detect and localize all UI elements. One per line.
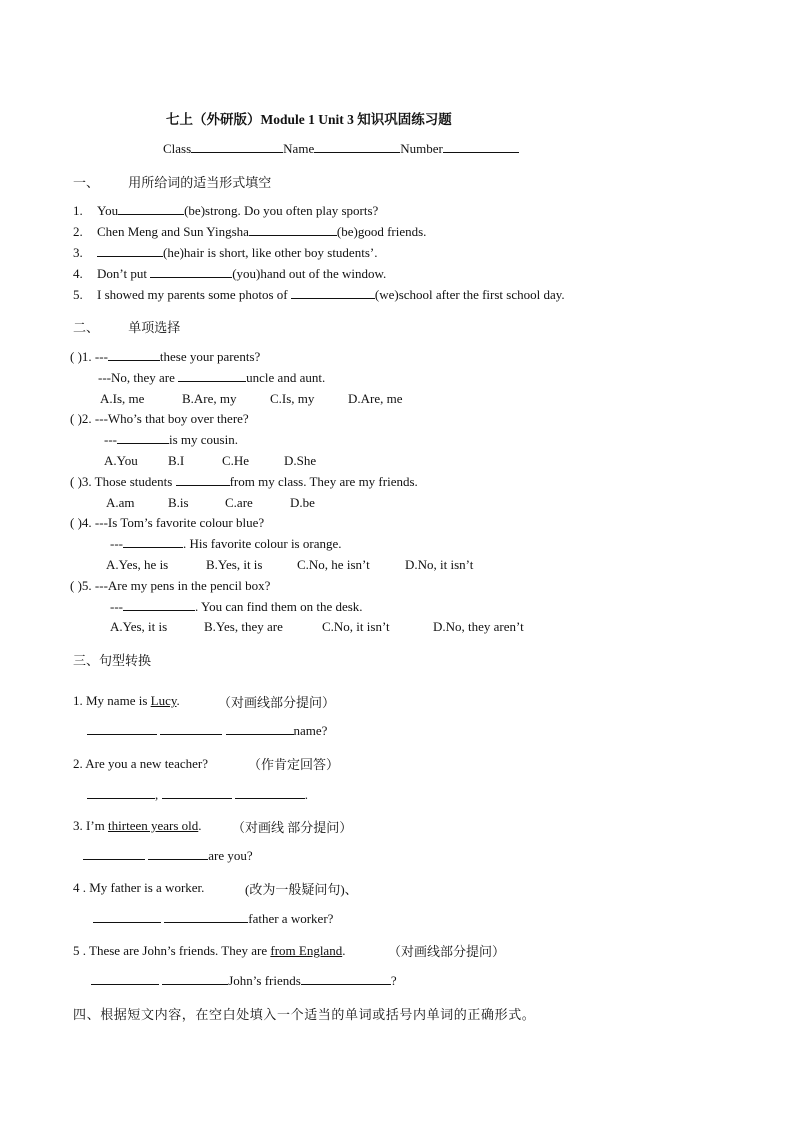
answer-blank[interactable]: [226, 723, 294, 735]
answer-paren[interactable]: ( ): [70, 515, 82, 530]
item-text: 1. My name is: [73, 693, 151, 708]
section2-number: 二、: [73, 320, 100, 335]
name-label: Name: [283, 141, 315, 156]
answer-paren[interactable]: ( ): [70, 578, 82, 593]
option-d[interactable]: D.No, they aren’t: [433, 619, 524, 634]
s3-answer-3: [83, 848, 253, 864]
s3-item-1: [73, 693, 180, 709]
answer-blank[interactable]: [160, 723, 222, 735]
answer-text: John’s friends: [228, 973, 301, 988]
answer-blank[interactable]: [118, 203, 184, 215]
section1-title: 用所给词的适当形式填空: [128, 175, 272, 190]
answer-blank[interactable]: [150, 266, 232, 278]
class-blank[interactable]: [191, 141, 283, 153]
question-text: is my cousin.: [169, 432, 238, 447]
answer-paren[interactable]: ( ): [70, 411, 82, 426]
item-text: (we)school after the first school day.: [374, 287, 565, 302]
underlined-text: thirteen years old: [108, 818, 199, 833]
question-text: 5. ---Are my pens in the pencil box?: [81, 578, 271, 593]
item-text: (be)good friends.: [336, 224, 427, 239]
item-text: (he)hair is short, like other boy students’.: [163, 245, 378, 260]
answer-blank[interactable]: [301, 973, 391, 985]
s3-instruction-4: (改为一般疑问句)、: [245, 882, 358, 897]
answer-paren[interactable]: ( ): [70, 349, 82, 364]
section3-heading: 三、句型转换: [73, 653, 152, 668]
answer-blank[interactable]: [178, 370, 246, 382]
option-d[interactable]: D.She: [284, 453, 317, 468]
answer-blank[interactable]: [162, 787, 232, 799]
option-c[interactable]: C.No, it isn’t: [322, 619, 390, 634]
item-text: You: [97, 203, 119, 218]
item-text: (be)strong. Do you often play sports?: [184, 203, 379, 218]
option-d[interactable]: D.be: [290, 495, 315, 510]
mc-question-5: [70, 578, 270, 594]
answer-blank[interactable]: [291, 287, 375, 299]
answer-blank[interactable]: [83, 848, 145, 860]
option-a[interactable]: A.Yes, he is: [106, 557, 169, 572]
class-label: Class: [163, 141, 192, 156]
answer-blank[interactable]: [87, 723, 157, 735]
s1-item-1: [73, 203, 378, 219]
question-text: these your parents?: [159, 349, 261, 364]
answer-blank[interactable]: [123, 536, 183, 548]
s3-answer-1: [87, 723, 327, 739]
answer-blank[interactable]: [249, 224, 337, 236]
item-number: 2.: [73, 224, 83, 239]
s3-item-5: [73, 943, 345, 959]
answer-text: ?: [390, 973, 397, 988]
s3-item-2: [73, 756, 208, 772]
mc-question-1: [70, 349, 260, 365]
section2-title: 单项选择: [128, 320, 181, 335]
answer-blank[interactable]: [93, 911, 161, 923]
answer-blank[interactable]: [91, 973, 159, 985]
answer-blank[interactable]: [235, 787, 305, 799]
option-a[interactable]: A.Is, me: [100, 391, 145, 406]
answer-text: .: [304, 787, 308, 802]
section1-number: 一、: [73, 175, 100, 190]
item-text: .: [198, 818, 202, 833]
item-number: 3.: [73, 245, 83, 260]
question-text: ---: [110, 536, 123, 551]
question-text: . You can find them on the desk.: [195, 599, 363, 614]
answer-blank[interactable]: [148, 848, 208, 860]
s3-answer-4: [93, 911, 333, 927]
question-text: ---No, they are: [98, 370, 179, 385]
option-b[interactable]: B.I: [168, 453, 185, 468]
s3-instruction-2: （作肯定回答）: [248, 757, 340, 772]
option-c[interactable]: C.are: [225, 495, 253, 510]
s3-item-4: [73, 880, 204, 896]
s3-item-3: [73, 818, 202, 834]
mc-question-4: [70, 515, 264, 531]
answer-blank[interactable]: [87, 787, 155, 799]
answer-blank[interactable]: [176, 474, 230, 486]
question-text: uncle and aunt.: [246, 370, 326, 385]
option-a[interactable]: A.You: [104, 453, 138, 468]
item-number: 1.: [73, 203, 83, 218]
answer-blank[interactable]: [164, 911, 248, 923]
question-text: 2. ---Who’s that boy over there?: [81, 411, 249, 426]
question-text: ---: [104, 432, 117, 447]
mc-question-3: [70, 474, 418, 490]
answer-blank[interactable]: [97, 245, 163, 257]
item-text: 4 . My father is a worker.: [73, 880, 205, 895]
mc-question-2: [70, 411, 249, 427]
number-blank[interactable]: [443, 141, 519, 153]
s3-answer-2: , .: [87, 787, 308, 803]
mc-question-1-line2: [98, 370, 325, 386]
item-text: Chen Meng and Sun Yingsha: [97, 224, 249, 239]
question-text: 1. ---: [81, 349, 108, 364]
item-text: Don’t put: [97, 266, 151, 281]
option-b[interactable]: B.Are, my: [182, 391, 237, 406]
item-text: 5 . These are John’s friends. They are: [73, 943, 271, 958]
answer-blank[interactable]: [108, 349, 160, 361]
underlined-text: from England: [270, 943, 343, 958]
option-c[interactable]: C.He: [222, 453, 250, 468]
question-text: ---: [110, 599, 123, 614]
item-text: .: [176, 693, 180, 708]
answer-paren[interactable]: ( ): [70, 474, 82, 489]
item-number: 5.: [73, 287, 83, 302]
s1-item-5: [73, 287, 565, 303]
option-b[interactable]: B.Yes, it is: [206, 557, 263, 572]
option-a[interactable]: A.Yes, it is: [110, 619, 168, 634]
option-c[interactable]: C.No, he isn’t: [297, 557, 370, 572]
question-text: 4. ---Is Tom’s favorite colour blue?: [81, 515, 265, 530]
option-a[interactable]: A.am: [106, 495, 135, 510]
answer-text: are you?: [208, 848, 253, 863]
item-number: 4.: [73, 266, 83, 281]
question-text: . His favorite colour is orange.: [183, 536, 342, 551]
s1-item-3: [73, 245, 377, 261]
mc-question-4-line2: [110, 536, 341, 552]
section2-heading: [73, 317, 180, 336]
s3-instruction-3: （对画线 部分提问）: [232, 820, 353, 835]
mc-question-2-line2: [104, 432, 238, 448]
number-label: Number: [400, 141, 443, 156]
s1-item-2: [73, 224, 426, 240]
s3-instruction-1: （对画线部分提问）: [218, 695, 336, 710]
item-text: 2. Are you a new teacher?: [73, 756, 208, 771]
option-c[interactable]: C.Is, my: [270, 391, 315, 406]
underlined-text: Lucy: [150, 693, 177, 708]
answer-blank[interactable]: [162, 973, 228, 985]
answer-blank[interactable]: [123, 599, 195, 611]
s3-answer-5: [91, 973, 397, 989]
answer-blank[interactable]: [117, 432, 169, 444]
item-text: .: [342, 943, 346, 958]
s1-item-4: [73, 266, 386, 282]
header-fields: [163, 141, 519, 157]
mc-question-5-line2: [110, 599, 363, 615]
section1-heading: [73, 172, 271, 191]
option-d[interactable]: D.Are, me: [348, 391, 403, 406]
item-text: I showed my parents some photos of: [97, 287, 291, 302]
s3-instruction-5: （对画线部分提问）: [388, 944, 506, 959]
item-text: 3. I’m: [73, 818, 109, 833]
option-d[interactable]: D.No, it isn’t: [405, 557, 474, 572]
question-text: from my class. They are my friends.: [229, 474, 418, 489]
question-text: 3. Those students: [81, 474, 176, 489]
page-title: 七上（外研版）Module 1 Unit 3 知识巩固练习题: [166, 112, 452, 127]
item-text: (you)hand out of the window.: [232, 266, 387, 281]
answer-text: name?: [293, 723, 328, 738]
answer-text: father a worker?: [248, 911, 334, 926]
section4-heading: 四、根据短文内容，在空白处填入一个适当的单词或括号内单词的正确形式。: [73, 1007, 536, 1022]
option-b[interactable]: B.Yes, they are: [204, 619, 283, 634]
option-b[interactable]: B.is: [168, 495, 189, 510]
name-blank[interactable]: [314, 141, 400, 153]
